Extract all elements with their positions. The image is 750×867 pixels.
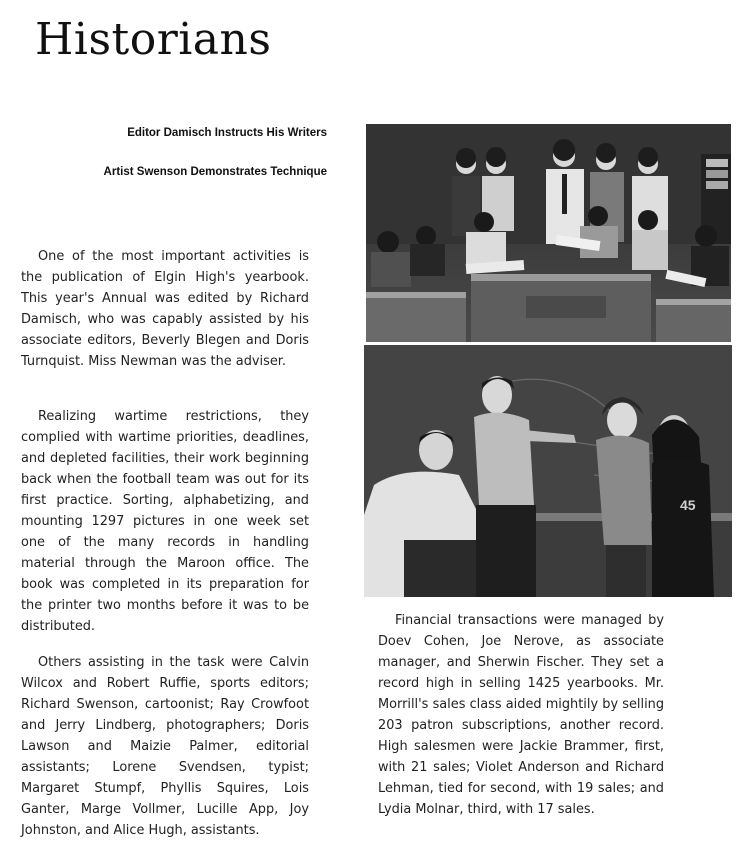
paragraph-assistants: Others assisting in the task were Calvin Wilcox and Robert Ruffie, sports editors; Richard Swenson, cartoonist; Ray Crowfoot and Jerry Lindberg, photographers; Doris Lawson and Maizie Palmer, editorial assistants; Lorene Svendsen, typist; Margaret Stumpf, Phyllis Squires, Lois Ganter, Marge Vollmer, Lucille App, Joy Johnston, and Alice Hugh, assistants. [21, 655, 309, 838]
photo-editor-graphic [366, 124, 731, 342]
photo-caption-editor: Editor Damisch Instructs His Writers [127, 127, 327, 139]
photo-editor-instructs-writers [366, 124, 731, 342]
photo-caption-artist: Artist Swenson Demonstrates Technique [103, 166, 327, 178]
sweater-number: 45 [680, 497, 696, 513]
paragraph-wartime: Realizing wartime restrictions, they complied with wartime priorities, deadlines, and depleted facilities, their work beginning back when the football team was out for its first practice. Sorting, alphabetizing, and mounting 1297 pictures in one week set one of the many records in handling material through the Maroon office. The book was completed in its preparation for the printer two months before it was to be distributed. [21, 409, 309, 634]
photo-artist-graphic [364, 345, 732, 597]
paragraph-finance: Financial transactions were managed by Doev Cohen, Joe Nerove, as associate manager, and Sherwin Fischer. They set a record high in selling 1425 yearbooks. Mr. Morrill's sales class aided mightily by selling 203 patron subscriptions, another record. High salesmen were Jackie Brammer, first, with 21 sales; Violet Anderson and Richard Lehman, tied for second, with 19 sales; and Lydia Molnar, third, with 17 sales. [378, 613, 664, 817]
photo-artist-demonstrates-technique [364, 345, 732, 597]
paragraph-intro: One of the most important activities is the publication of Elgin High's yearbook. This year's Annual was edited by Richard Damisch, who was capably assisted by his associate editors, Beverly Blegen and Doris Turnquist. Miss Newman was the adviser. [21, 249, 309, 369]
page-title: Historians [35, 14, 272, 65]
